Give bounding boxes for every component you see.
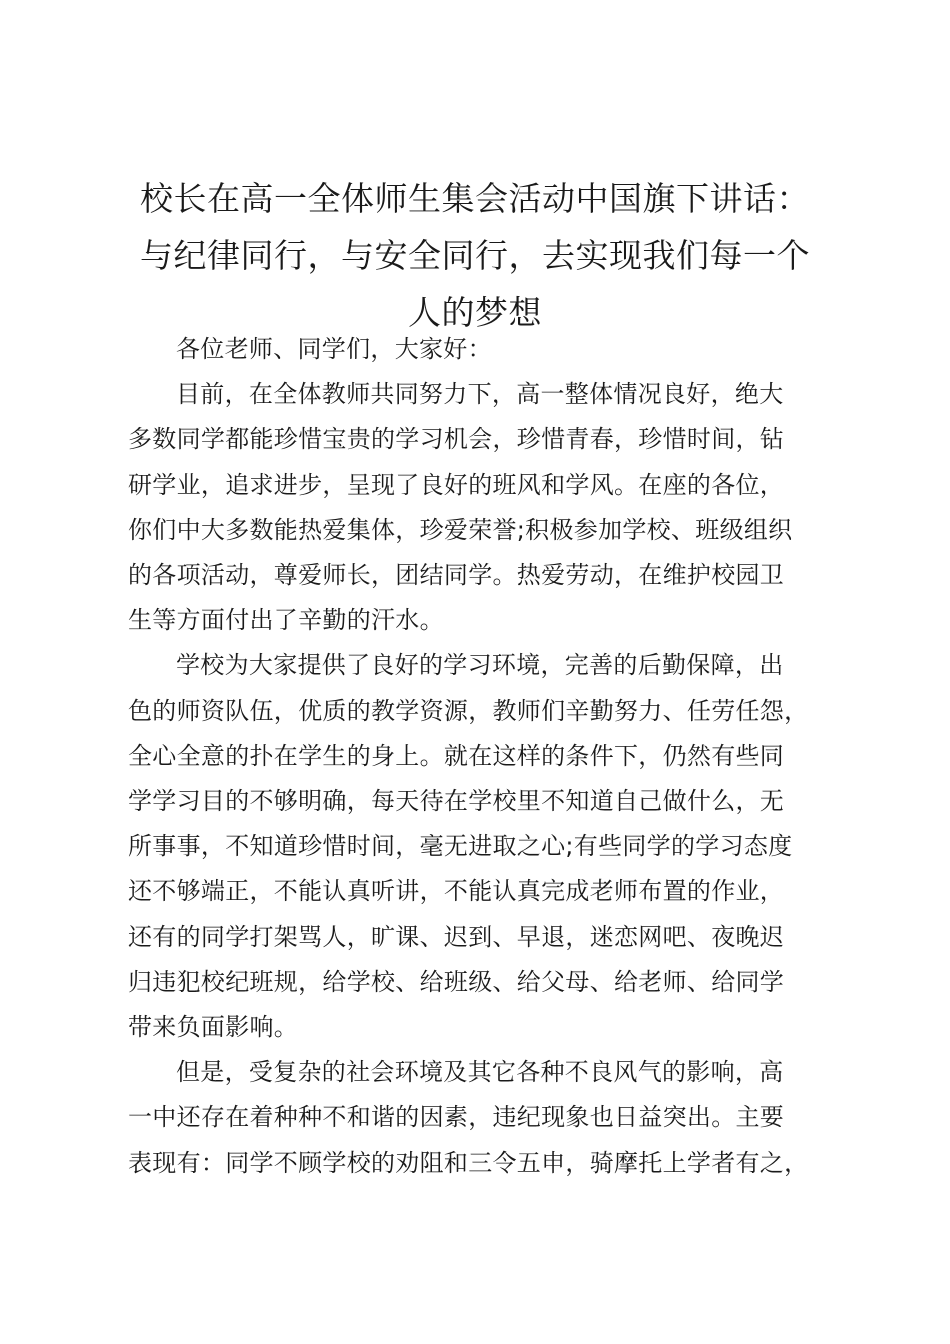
text-line: 你们中大多数能热爱集体，珍爱荣誉;积极参加学校、班级组织 — [128, 515, 793, 544]
text-line: 各位老师、同学们，大家好： — [176, 335, 492, 363]
text-line: 一中还存在着种种不和谐的因素，违纪现象也日益突出。主要 — [128, 1103, 785, 1132]
paragraph-2 — [128, 643, 838, 1050]
text-line: 生等方面付出了辛勤的汗水。 — [128, 606, 444, 635]
text-line: 研学业，追求进步，呈现了良好的班风和学风。在座的各位， — [128, 470, 785, 499]
text-line: 表现有：同学不顾学校的劝阻和三令五申，骑摩托上学者有之， — [128, 1148, 809, 1177]
text-line: 多数同学都能珍惜宝贵的学习机会，珍惜青春，珍惜时间，钻 — [128, 425, 785, 454]
document-title — [118, 170, 832, 341]
text-line: 所事事，不知道珍惜时间，毫无进取之心;有些同学的学习态度 — [128, 832, 793, 861]
text-line: 全心全意的扑在学生的身上。就在这样的条件下，仍然有些同 — [128, 741, 785, 770]
text-line: 还有的同学打架骂人，旷课、迟到、早退，迷恋网吧、夜晚迟 — [128, 922, 785, 951]
document-body — [128, 327, 838, 1186]
text-line: 的各项活动，尊爱师长，团结同学。热爱劳动，在维护校园卫 — [128, 561, 785, 590]
title-line-3: 人的梦想 — [408, 293, 542, 332]
text-line: 归违犯校纪班规，给学校、给班级、给父母、给老师、给同学 — [128, 967, 785, 996]
text-line: 目前，在全体教师共同努力下，高一整体情况良好，绝大 — [176, 380, 784, 409]
text-line: 带来负面影响。 — [128, 1013, 299, 1042]
title-line-2: 与纪律同行，与安全同行，去实现我们每一个 — [140, 236, 810, 275]
text-line: 学校为大家提供了良好的学习环境，完善的后勤保障，出 — [176, 651, 784, 680]
text-line: 但是，受复杂的社会环境及其它各种不良风气的影响，高 — [176, 1058, 784, 1087]
title-line-1: 校长在高一全体师生集会活动中国旗下讲话： — [140, 179, 810, 218]
text-line: 学学习目的不够明确，每天待在学校里不知道自己做什么，无 — [128, 787, 785, 816]
paragraph-greeting — [128, 327, 838, 372]
text-line: 还不够端正，不能认真听讲，不能认真完成老师布置的作业， — [128, 877, 785, 906]
paragraph-3 — [128, 1050, 838, 1186]
text-line: 色的师资队伍，优质的教学资源，教师们辛勤努力、任劳任怨， — [128, 696, 809, 725]
paragraph-1 — [128, 372, 838, 643]
